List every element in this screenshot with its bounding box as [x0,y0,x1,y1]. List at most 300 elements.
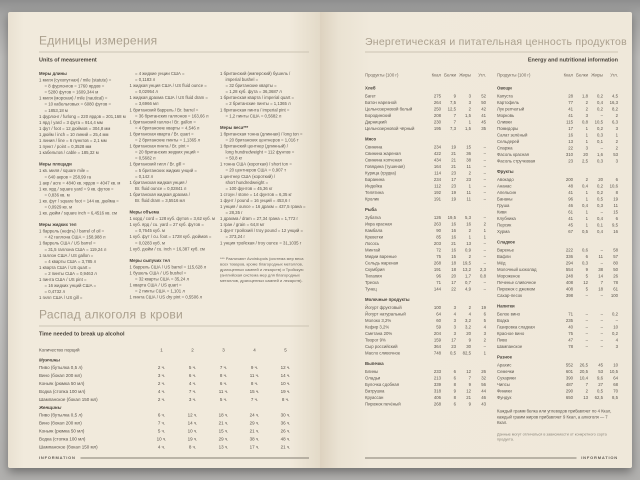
cell: – [585,337,588,343]
cell: 5 ч. [188,365,197,370]
cell: 2 [615,145,618,151]
cell: Булочка сдобная [365,381,400,387]
cell: 6 [453,368,456,374]
table-row [365,183,486,190]
cell: 41 [568,189,573,195]
cell: 1 [585,132,588,138]
cell: Батон нарезной [365,99,397,105]
cell: 96 [568,196,573,202]
cell: 45 [481,119,486,125]
cell: 8,5 [612,394,618,400]
cell: Газировка сладкая [497,324,535,330]
cell: 159 [433,337,441,343]
cell: 24 ч. [249,412,260,418]
table-row [365,93,486,100]
cell: 20 [451,273,456,279]
cell: 203 [433,240,441,246]
cell: 2 [585,99,588,105]
table-row [365,240,486,247]
section-label: Рыба [365,207,377,212]
table-row [365,112,486,119]
cell: 0,4 [597,99,603,105]
cell: 1 [585,196,588,202]
section-label: Напитки [497,303,515,309]
units-line: 1 линия / line = 6 пунктов = 2,1 мм [39,138,107,144]
units-line: 1 куб. ярд / cu. yard = 27 куб. футов = [129,222,204,228]
cell: 14 ч. [280,373,291,378]
table-row [365,324,486,331]
header-cell: Угл. [478,72,486,78]
cell: 7 [585,381,588,387]
cell: 19 ч. [280,389,291,394]
left-page [8,12,320,468]
cell: – [483,157,486,163]
cell: 10,5 [609,368,618,374]
table-row [365,234,486,241]
cell: 10,5 [594,119,603,125]
cell: 234 [433,176,441,182]
units-line: long hundredweight = 112 фунтов = [225,149,295,155]
units-line: 1 центнер США (короткий) / [220,173,276,179]
table-row [497,330,618,337]
nutrition-section [365,36,627,442]
cell: 1 [585,189,588,195]
cell: 191 [433,196,441,202]
cell: 50 [481,99,486,105]
cell: 15 ч. [249,389,260,394]
cell: Шампанское [497,343,523,349]
units-line: = 0,1183 л [135,77,156,83]
units-line: 1 унция / ounce = 16 драхм = 437,5 грана = [220,203,306,209]
cell: 19 [613,196,618,202]
units-line: = 36 британских галлонов = 163,66 л [135,113,209,119]
cell: Вино (бокал 200 мл) [39,420,82,426]
units-column [39,71,128,301]
cell: 4,9 [465,286,471,292]
cell: 77 [568,99,573,105]
cell: 2 [468,227,471,233]
cell: 16 [451,234,456,240]
table-row [365,337,486,344]
cell: – [483,279,486,285]
cell: 4 [468,311,471,317]
units-line: 1 стоун / stone = 14 фунтов = 6,35 кг [220,191,292,197]
cell: 2,3 [480,266,486,272]
cell: 46 [481,394,486,400]
table-row [365,381,486,388]
cell: 434 [433,157,441,163]
table-row [365,189,486,196]
units-line: = 0,4732 л [44,289,66,295]
cell: 18 [598,286,603,292]
cell: 4 ч. [157,444,166,450]
cell: – [600,343,603,349]
cell: 0,2 [597,183,603,189]
cell: 96 [436,273,441,279]
table-row [497,368,618,375]
table-row [497,375,618,382]
cell: 3 [615,158,618,164]
cell: 23 [451,343,456,349]
units-line: 1 жидкая драхма США / US fluid dram = [129,95,208,101]
table-row [365,330,486,337]
table-row [497,176,618,183]
units-line: 1 британская пинта / Br. pint = [129,143,190,149]
table-row [365,144,486,151]
cell: – [585,324,588,330]
cell: 3 [615,343,618,349]
cell: 20 [466,330,471,336]
cell: – [600,292,603,298]
table-row [39,380,303,388]
cell: 16 [451,227,456,233]
section-label: Молочные продукты [365,297,410,302]
table-row [365,99,486,106]
cell: Йогурт натуральный [365,311,406,317]
cell: 2 [615,112,618,118]
cell: 41 [568,112,573,118]
cell: Бородинский [365,112,392,118]
units-line: 1 кабельтов / cable = 185,32 м [39,150,99,156]
nutrition-section-row [365,81,486,93]
cell: 336 [565,253,573,259]
table-row [365,260,486,267]
cell: 10 ч. [280,381,291,386]
cell: 23 [451,170,456,176]
cell: 0,2 [612,330,618,336]
cell: 29 ч. [249,420,260,426]
cell: 390 [565,375,573,381]
cell: 17 [451,337,456,343]
cell: 5 [585,273,588,279]
cell: 6 [453,375,456,381]
cell: 78 [613,279,618,285]
units-line: 1 ярд / yard = 3 фута = 914,4 мм [39,119,103,125]
cell: 19 [451,144,456,150]
cell: Сыр российский [365,343,398,349]
cell: 0,2 [597,125,603,131]
units-columns [39,71,309,301]
nutrition-section-row [365,356,486,368]
cell: Фасоль стручковая [497,158,536,164]
units-line: 1 фут / foot = 12 дюймов = 304,8 мм [39,125,111,131]
cell: – [585,317,588,323]
cell: 26 [613,273,618,279]
cell: 0,2 [597,93,603,99]
alcohol-title: Распад алкоголя в крови [39,308,184,322]
units-line: 1 акр / acre = 4840 кв. ярдов = 4047 кв. м [39,180,121,186]
cell: 0,4 [582,202,588,208]
table-row [39,443,303,451]
cell: 43 [481,401,486,407]
cell: 4,5 [612,93,618,99]
cell: 5 ч. [157,428,166,434]
cell: Кефир 3,2% [365,324,390,330]
units-line: 1 британский центнер (длинный) / [220,143,288,149]
table-row [365,273,486,280]
cell: Дарницкий [365,119,387,125]
cell: 0,5 [597,388,603,394]
cell: 0,7 [465,279,471,285]
table-row [497,362,618,369]
units-line: = 0,142 л [135,173,154,179]
section-label: Разное [497,354,512,360]
cell: Телятина [365,189,384,195]
cell: 23 [568,158,573,164]
header-cell: 5 [284,347,287,353]
table-row [497,151,618,158]
cell: 21 ч. [249,428,260,434]
table-row [365,106,486,113]
cell: 16 [451,247,456,253]
cell: 8 [453,394,456,400]
cell: 13 [466,240,471,246]
units-line: = 10 кабельтовых = 6080 футов = [44,101,112,107]
units-line: 1 кв. миля / square mile = [39,168,89,174]
cell: 1 [585,125,588,131]
cell: 21 ч. [280,444,291,450]
cell: Курица (грудка) [365,170,397,176]
cell: Киви [497,209,507,215]
cell: 22 [451,286,456,292]
cell: 408 [565,286,573,292]
units-line: 1 баррель США / US barrel = 115,628 л [129,264,207,270]
cell: 10,4 [579,375,588,381]
cell: Шампанское (бокал 150 мл) [39,397,98,402]
units-line: 1 британская тонна (длинная) / long ton = [220,131,303,137]
cell: 6 [585,253,588,259]
cell: 268 [433,260,441,266]
cell: 11 [613,202,618,208]
cell: 422 [433,150,441,156]
cell: 20 [583,151,588,157]
header-cell: Белки [576,72,588,78]
cell: 3 [468,93,471,99]
cell: 3,2 [465,324,471,330]
cell: 9 ч. [250,365,259,370]
table-row [497,99,618,106]
header-cell: Количество порций [39,347,80,353]
table-row [497,273,618,280]
table-row [497,317,618,324]
cell: 1,5 [465,112,471,118]
table-row [497,388,618,395]
table-row [497,337,618,344]
cell: Молоко 3,2% [365,317,392,323]
cell: 29 ч. [218,436,229,442]
units-line: 1 британская кварта / Br. quart = [129,131,194,137]
cell: 61 [568,209,573,215]
cell: Помидоры [497,125,519,131]
units-line: 1 драхма / dram = 27,34 грана = 1,772 г [220,216,299,222]
cell: 17 ч. [249,444,260,450]
cell: 1,8 [582,93,588,99]
cell: – [600,145,603,151]
cell: 7 [453,112,456,118]
units-line: = 0,7645 куб. м [135,228,165,234]
alcohol-header-row [39,344,303,356]
cell: 41 [568,106,573,112]
table-row [497,215,618,222]
cell: 8 ч. [250,381,259,386]
cell: 2 [615,138,618,144]
units-line: 1 кв. дюйм / square inch = 6,4516 кв. см [39,210,117,216]
cell: 0,4 [597,228,603,234]
table-row [365,125,486,132]
units-line: = 3,6966 мл [135,101,159,107]
units-line: = 0,836 кв. м [44,192,70,198]
cell: 45 [568,222,573,228]
cell: Пирожок с джемом [497,286,535,292]
cell: 7,5 [450,99,456,105]
cell: Мидии вареные [365,253,397,259]
nutrition-section-row [497,164,618,176]
cell: 20,5 [579,368,588,374]
units-line: 1 гран / grain = 64,8 мг [220,222,265,228]
cell: 19 [451,196,456,202]
units-line: 1 кварта США / US quart = [129,282,182,288]
cell: 1 [483,234,486,240]
table-row [39,411,303,419]
cell: 8 ч. [188,444,197,450]
units-line: = 20 британских центнеров = 1,016 т [225,137,299,143]
cell: 0,5 [597,196,603,202]
cell: 1 [585,209,588,215]
cell: 2 ч. [157,365,166,370]
cell: Авокадо [497,176,514,182]
cell: 21 [451,240,456,246]
cell: 36 ч. [280,420,291,426]
cell: 7 ч. [188,389,197,394]
cell: 64 [613,375,618,381]
cell: 114 [434,170,441,176]
cell: 9 [453,388,456,394]
cell: Коньяк (рюмка 50 мл) [39,428,85,434]
cell: – [585,292,588,298]
table-row [497,158,618,165]
cell: 56 [481,381,486,387]
cell: 0,4 [582,183,588,189]
table-row [497,343,618,350]
header-cell: Жиры [459,72,471,78]
cell: 0,3 [597,158,603,164]
section-label: Фрукты [497,169,514,174]
units-column [130,71,219,301]
cell: 48 [568,183,573,189]
cell: 275 [433,93,441,99]
cell: 59 [436,324,441,330]
cell: Водка (стопка 100 мл) [39,389,86,394]
cell: 0,1 [597,222,603,228]
units-line: 1 корд / cord = 128 куб. футов = 3,62 куб. м [129,216,215,222]
cell: 9 [468,337,471,343]
nutrition-footnotes [497,409,618,442]
cell: 7 [600,279,603,285]
cell: 68 [613,381,618,387]
cell: 9 [453,93,456,99]
table-row [39,427,303,435]
units-line: = 5280 футов = 1609,344 м [44,89,99,95]
cell: 0,3 [597,202,603,208]
cell: 3,2 [465,317,471,323]
units-line: 1 британский баррель / Br. barrel = [129,107,199,113]
cell: 1 [468,183,471,189]
units-line: 1 фунт тройский / troy pound = 12 унций = [220,228,303,234]
cell: 38 [466,157,471,163]
cell: 11 ч. [218,389,229,394]
cell: 13 ч. [218,444,229,450]
cell: – [483,163,486,169]
units-line: = 42 галлона США = 158,988 л [44,234,106,240]
cell: 9,5 [612,222,618,228]
cell: Ватрушка [365,388,385,394]
units-line: = 1853,18 м [44,107,68,113]
cell: 75 [436,253,441,259]
cell: Свинина копченая [365,157,402,163]
cell: Лосось [365,240,380,246]
alcohol-group-row [39,404,303,412]
cell: 75 [568,330,573,336]
table-row [39,435,303,443]
cell: 85 [436,234,441,240]
cell: Чипсы [497,381,510,387]
cell: – [483,214,486,220]
cell: 3 [483,330,486,336]
cell: 12 [583,279,588,285]
units-line: short hundredweight = [225,179,269,185]
cell: 42 [481,106,486,112]
table-row [365,304,486,311]
cell: – [483,176,486,182]
cell: – [600,260,603,266]
cell: 7 [468,375,471,381]
cell: 45 [598,362,603,368]
cell: 0,9 [465,247,471,253]
cell: Багет [365,93,376,99]
cell: 12 ч. [280,365,291,370]
units-line: 1 британский гилл / Br. gill = [129,161,186,167]
cell: 17 [451,279,456,285]
cell: Семечки [497,368,515,374]
cell: 52 [481,93,486,99]
cell: 5 ч. [219,397,228,402]
cell: 15 [613,209,618,215]
units-heading: Меры веса*** [220,124,249,130]
cell: Мороженое [497,273,521,279]
cell: 1,7 [465,273,471,279]
cell: 4 [615,337,618,343]
cell: Сахар-песок [497,292,523,298]
cell: – [483,247,486,253]
cell: Белое вино [497,311,521,317]
footer-line [81,457,309,458]
cell: 26,5 [579,362,588,368]
cell: 3 [453,317,456,323]
nutrition-section-row [497,81,618,93]
cell: Свинина жареная [365,150,401,156]
alcohol-group-row [39,356,303,364]
cell: 8 ч. [281,397,290,402]
cell: 3 [453,330,456,336]
cell: 2 ч. [157,381,166,386]
cell: – [483,183,486,189]
cell: 11 [598,253,603,259]
cell: 0,8 [480,273,486,279]
units-line: 1 фунт / pound = 16 унций = 453,6 г [220,197,291,203]
cell: 36 [466,150,471,156]
cell: Коньяк (рюмка 50 мл) [39,381,85,386]
cell: – [600,209,603,215]
